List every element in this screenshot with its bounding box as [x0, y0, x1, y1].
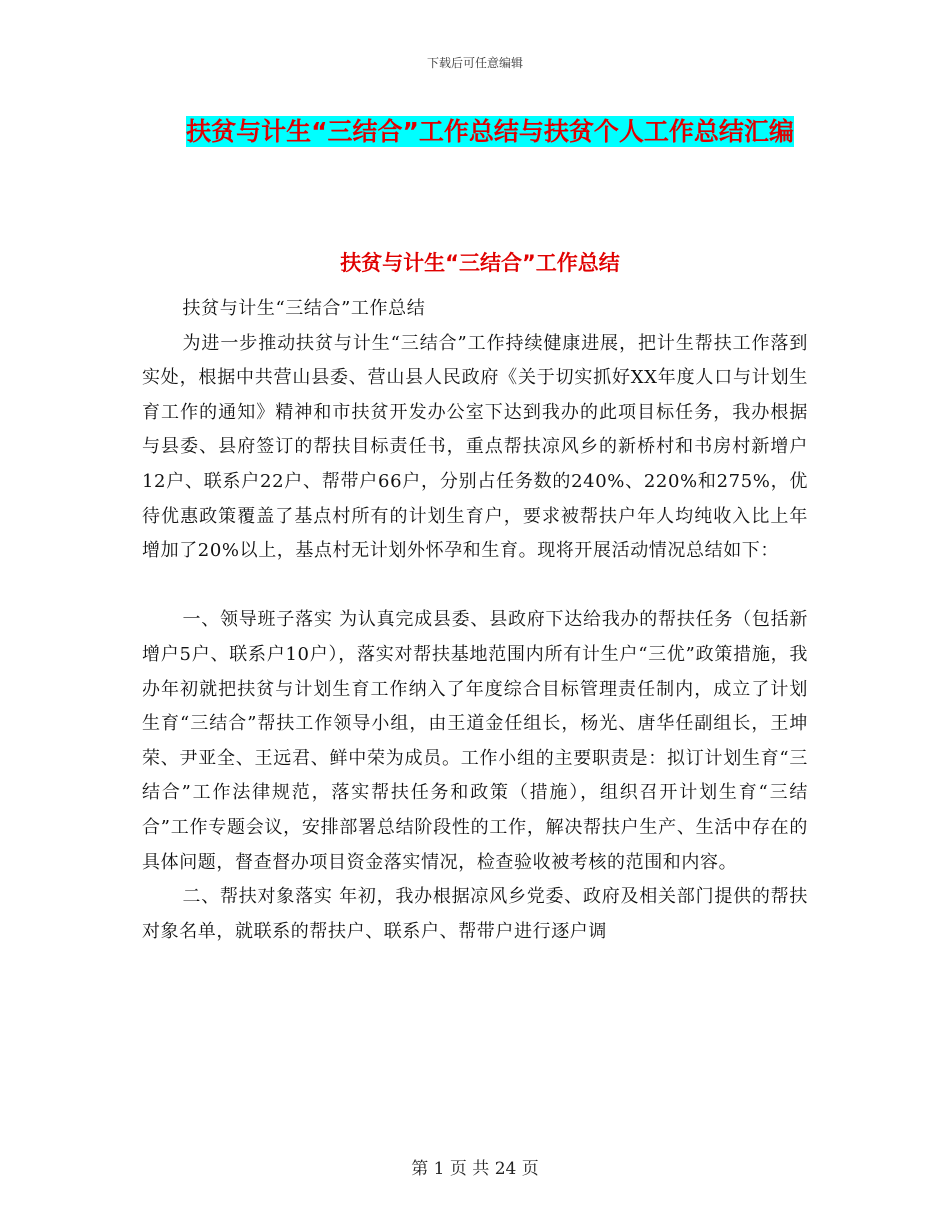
section-title: 扶贫与计生“三结合”工作总结	[340, 251, 620, 275]
document-title-text: 扶贫与计生“三结合”工作总结与扶贫个人工作总结汇编	[186, 117, 794, 146]
paragraph-subtitle: 扶贫与计生“三结合”工作总结	[182, 298, 426, 319]
document-title	[140, 108, 840, 156]
paragraph-leadership: 一、领导班子落实 为认真完成县委、县政府下达给我办的帮扶任务（包括新增户5户、联系户10户），落实对帮扶基地范围内所有计生户“三优”政策措施，我办年初就把扶贫与计划生育工作纳入了年度综合目标管理责任制内，成立了计划生育“三结合”帮扶工作领导小组，由王道金任组长，杨光、唐华任副组长，王坤荣、尹亚全、王远君、鲜中荣为成员。工作小组的主要职责是：拟订计划生育“三结合”工作法律规范，落实帮扶任务和政策（措施），组织召开计划生育“三结合”工作专题会议，安排部署总结阶段性的工作，解决帮扶户生产、生活中存在的具体问题，督查督办项目资金落实情况，检查验收被考核的范围和内容。	[142, 609, 808, 873]
paragraph-intro: 为进一步推动扶贫与计生“三结合”工作持续健康进展，把计生帮扶工作落到实处，根据中共营山县委、营山县人民政府《关于切实抓好XX年度人口与计划生育工作的通知》精神和市扶贫开发办公室下达到我办的此项目标任务，我办根据与县委、县府签订的帮扶目标责任书，重点帮扶凉风乡的新桥村和书房村新增户12户、联系户22户、帮带户66户，分别占任务数的240%、220%和275%，优待优惠政策覆盖了基点村所有的计划生育户，要求被帮扶户年人均纯收入比上年增加了20%以上，基点村无计划外怀孕和生育。现将开展活动情况总结如下：	[142, 332, 808, 562]
page-header-note: 下载后可任意编辑	[426, 56, 523, 70]
document-body	[142, 292, 808, 949]
paragraph-targets: 二、帮扶对象落实 年初，我办根据凉风乡党委、政府及相关部门提供的帮扶对象名单，就联系的帮扶户、联系户、帮带户进行逐户调	[142, 886, 808, 942]
page-number: 第 1 页 共 24 页	[411, 1159, 539, 1179]
